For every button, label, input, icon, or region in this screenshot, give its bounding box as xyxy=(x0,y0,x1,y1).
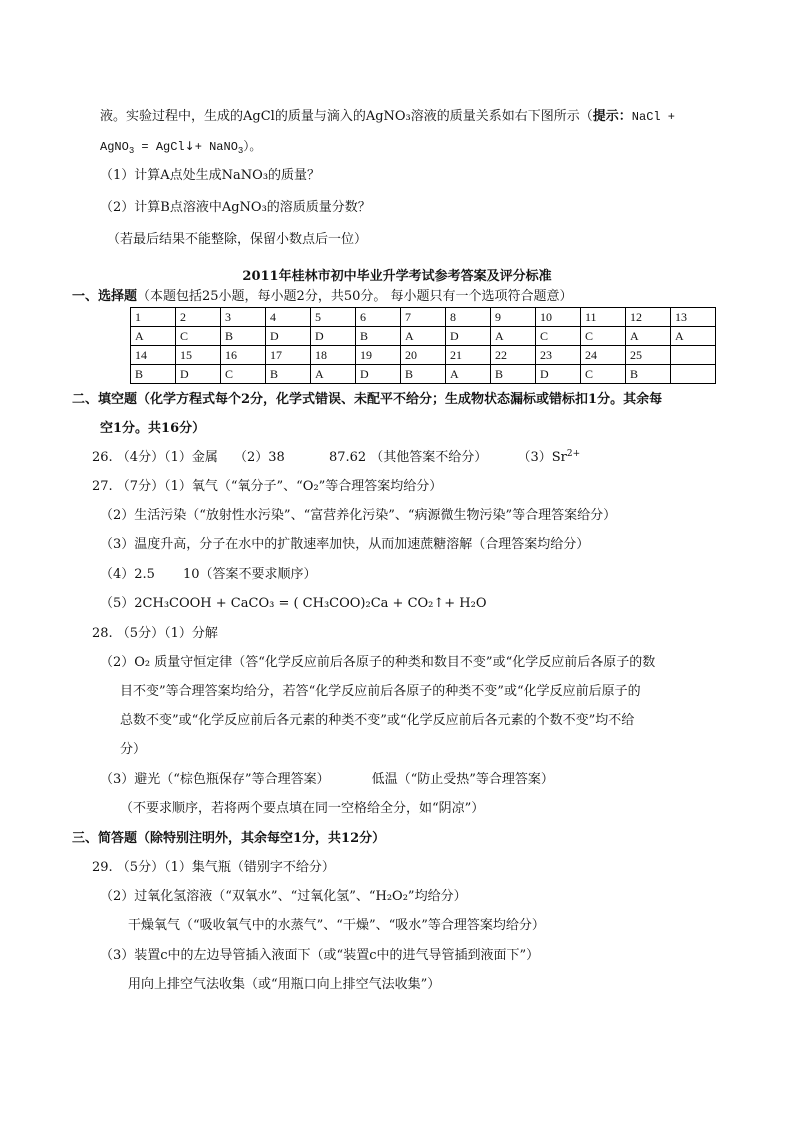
table-cell: A xyxy=(446,365,491,384)
q29-line-5: 用向上排空气法收集（或“用瓶口向上排空气法收集”） xyxy=(128,977,441,992)
table-cell: 20 xyxy=(401,346,446,365)
q26-part-2: （2）38 xyxy=(233,450,285,465)
table-cell: 1 xyxy=(131,308,176,327)
q26-head: 26. （4分）（1）金属 xyxy=(92,450,222,465)
section-2-line-2: 空1分。共16分） xyxy=(100,421,206,436)
table-cell: 8 xyxy=(446,308,491,327)
table-cell: B xyxy=(266,365,311,384)
q28-line-1: 28. （5分）（1）分解 xyxy=(92,626,218,641)
q27-line-4 xyxy=(100,565,317,585)
table-cell: C xyxy=(581,365,626,384)
q28-line-6 xyxy=(100,770,554,790)
table-cell: D xyxy=(446,327,491,346)
table-cell: A xyxy=(491,327,536,346)
table-cell: 6 xyxy=(356,308,401,327)
section-1-header xyxy=(72,287,573,307)
q26-part-3: 87.62 （其他答案不给分） xyxy=(328,450,488,465)
table-cell: 5 xyxy=(311,308,356,327)
table-cell: 25 xyxy=(626,346,671,365)
eq-part-b: = AgCl xyxy=(134,140,185,154)
q29-line-3: 干燥氧气（“吸收氧气中的水蒸气”、“干燥”、“吸水”等合理答案均给分） xyxy=(128,918,545,933)
table-cell: B xyxy=(626,365,671,384)
q27-line-2: （2）生活污染（“放射性水污染”、“富营养化污染”、“病源微生物污染”等合理答案给分） xyxy=(100,508,617,523)
table-cell: 2 xyxy=(176,308,221,327)
table-cell: A xyxy=(311,365,356,384)
table-cell: 3 xyxy=(221,308,266,327)
table-cell: 12 xyxy=(626,308,671,327)
q27-line-3: （3）温度升高，分子在水中的扩散速率加快，从而加速蔗糖溶解（合理答案均给分） xyxy=(100,537,590,552)
table-cell: 16 xyxy=(221,346,266,365)
q28-line-7: （不要求顺序，若将两个要点填在同一空格给全分，如“阴凉”） xyxy=(120,801,485,816)
table-cell: C xyxy=(536,327,581,346)
table-cell: A xyxy=(131,327,176,346)
table-cell: 7 xyxy=(401,308,446,327)
table-cell: 14 xyxy=(131,346,176,365)
table-cell: C xyxy=(221,365,266,384)
down-arrow-icon: ↓ xyxy=(184,139,195,153)
hint-label: 提示： xyxy=(592,109,632,124)
table-cell: 17 xyxy=(266,346,311,365)
table-cell: 13 xyxy=(671,308,716,327)
table-cell: B xyxy=(131,365,176,384)
table-cell: C xyxy=(176,327,221,346)
table-cell: B xyxy=(221,327,266,346)
table-cell: 22 xyxy=(491,346,536,365)
intro-equation: AgNO$_3$ = AgCl↓+ NaNO$_3$）。 xyxy=(100,139,262,156)
q28-line-4: 总数不变”或“化学反应前后各元素的种类不变”或“化学反应前后各元素的个数不变”均不给 xyxy=(120,713,635,728)
table-cell: 15 xyxy=(176,346,221,365)
table-cell: 21 xyxy=(446,346,491,365)
rounding-note: （若最后结果不能整除，保留小数点后一位） xyxy=(107,232,368,247)
table-cell: A xyxy=(671,327,716,346)
q29-line-1: 29. （5分）（1）集气瓶（错别字不给分） xyxy=(92,860,335,875)
q28-part-6a: （3）避光（“棕色瓶保存”等合理答案） xyxy=(100,772,330,787)
section-2-line-1: 二、填空题（化学方程式每个2分，化学式错误、未配平不给分；生成物状态漏标或错标扣1分。其余每 xyxy=(72,392,663,407)
q28-line-2: （2）O₂ 质量守恒定律（答“化学反应前后各原子的种类和数目不变”或“化学反应前后各原子的数 xyxy=(100,655,656,670)
intro-line-1-text: 液。实验过程中，生成的AgCl的质量与滴入的AgNO₃溶液的质量关系如右下图所示（ xyxy=(100,109,593,124)
q27-part-4a: （4）2.5 xyxy=(100,567,155,582)
question-2: （2）计算B点溶液中AgNO₃的溶质质量分数？ xyxy=(100,200,371,215)
table-cell: D xyxy=(266,327,311,346)
q28-line-3: 目不变”等合理答案均给分，若答“化学反应前后各原子的种类不变”或“化学反应前后原子的 xyxy=(120,684,641,699)
answer-table xyxy=(130,307,716,384)
hint-text: NaCl + xyxy=(631,110,676,124)
q26-part-4 xyxy=(517,450,580,465)
section-1-desc: （本题包括25小题，每小题2分，共50分。 每小题只有一个选项符合题意） xyxy=(137,289,573,304)
eq-part-d: ）。 xyxy=(243,140,262,154)
table-row xyxy=(131,346,716,365)
table-cell: D xyxy=(311,327,356,346)
question-1: （1）计算A点处生成NaNO₃的质量？ xyxy=(100,168,321,183)
q27-line-1: 27. （7分）（1）氧气（“氧分子”、“O₂”等合理答案均给分） xyxy=(92,479,443,494)
table-cell: 19 xyxy=(356,346,401,365)
table-row xyxy=(131,308,716,327)
eq-part-c: + NaNO xyxy=(194,140,238,154)
table-row xyxy=(131,365,716,384)
table-cell: 23 xyxy=(536,346,581,365)
table-row xyxy=(131,327,716,346)
q28-line-5: 分） xyxy=(120,742,147,757)
table-cell: 4 xyxy=(266,308,311,327)
table-cell: 10 xyxy=(536,308,581,327)
table-cell: A xyxy=(626,327,671,346)
table-cell: D xyxy=(356,365,401,384)
q26-part-4-text: （3）Sr xyxy=(517,450,567,465)
table-cell: B xyxy=(356,327,401,346)
page-title: 2011年桂林市初中毕业升学考试参考答案及评分标准 xyxy=(242,269,552,284)
q28-part-6b: 低温（“防止受热”等合理答案） xyxy=(371,772,554,787)
table-cell: B xyxy=(401,365,446,384)
table-cell: 24 xyxy=(581,346,626,365)
table-cell: D xyxy=(536,365,581,384)
table-cell: C xyxy=(581,327,626,346)
table-cell: D xyxy=(176,365,221,384)
q26-charge: 2+ xyxy=(566,449,581,459)
q26-line xyxy=(92,448,580,468)
eq-part-a: AgNO xyxy=(100,140,129,154)
table-cell: 11 xyxy=(581,308,626,327)
q29-line-2: （2）过氧化氢溶液（“双氧水”、“过氧化氢”、“H₂O₂”均给分） xyxy=(100,889,467,904)
section-3-header: 三、简答题（除特别注明外，其余每空1分，共12分） xyxy=(72,831,386,846)
table-cell: A xyxy=(401,327,446,346)
q27-part-4b: 10（答案不要求顺序） xyxy=(182,567,317,582)
table-cell: B xyxy=(491,365,536,384)
q29-line-4: （3）装置c中的左边导管插入液面下（或“装置c中的进气导管插到液面下”） xyxy=(100,948,540,963)
section-1-label: 一、选择题 xyxy=(72,289,138,304)
q27-line-5: （5）2CH₃COOH + CaCO₃ = ( CH₃COO)₂Ca + CO₂↑+ H₂O xyxy=(100,596,487,611)
table-cell: 9 xyxy=(491,308,536,327)
table-cell xyxy=(671,365,716,384)
intro-line-1 xyxy=(100,107,675,127)
table-cell xyxy=(671,346,716,365)
table-cell: 18 xyxy=(311,346,356,365)
